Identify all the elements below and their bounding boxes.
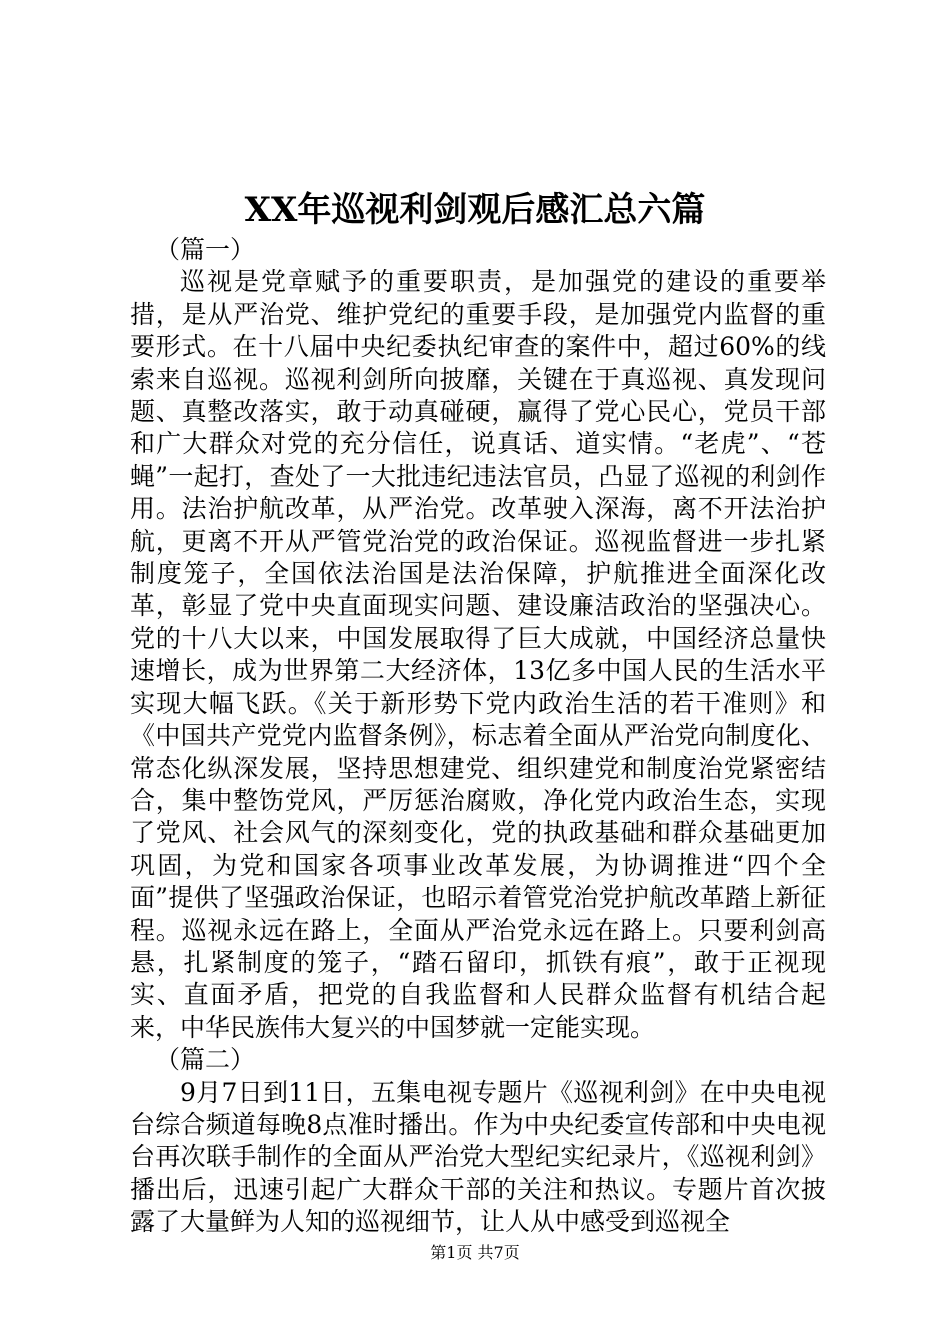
section-label-1: （篇一）: [155, 235, 256, 264]
page-footer: 第1页 共7页: [430, 1243, 520, 1262]
document-title: XX年巡视利剑观后感汇总六篇: [244, 190, 706, 230]
section-paragraph-1: 巡视是党章赋予的重要职责，是加强党的建设的重要举措，是从严治党、维护党纪的重要手段，是加强党内监督的重要形式。在十八届中央纪委执纪审查的案件中，超过60%的线索来自巡视。巡视利剑所向披靡，关键在于真巡视、真发现问题、真整改落实，敢于动真碰硬，赢得了党心民心，党员干部和广大群众对党的充分信任，说真话、道实情。“老虎”、“苍蝇”一起打，查处了一大批违纪违法官员，凸显了巡视的利剑作用。法治护航改革，从严治党。改革驶入深海，离不开法治护航，更离不开从严管党治党的政治保证。巡视监督进一步扎紧制度笼子，全国依法治国是法治保障，护航推进全面深化改革，彰显了党中央直面现实问题、建设廉洁政治的坚强决心。党的十八大以来，中国发展取得了巨大成就，中国经济总量快速增长，成为世界第二大经济体，13亿多中国人民的生活水平实现大幅飞跃。《关于新形势下党内政治生活的若干准则》和《中国共产党党内监督条例》，标志着全面从严治党向制度化、常态化纵深发展，坚持思想建党、组织建党和制度治党紧密结合，集中整饬党风，严厉惩治腐败，净化党内政治生态，实现了党风、社会风气的深刻变化，党的执政基础和群众基础更加巩固，为党和国家各项事业改革发展，为协调推进“四个全面”提供了坚强政治保证，也昭示着管党治党护航改革踏上新征程。巡视永远在路上，全面从严治党永远在路上。只要利剑高悬，扎紧制度的笼子，“踏石留印，抓铁有痕”，敢于正视现实、直面矛盾，把党的自我监督和人民群众监督有机结合起来，中华民族伟大复兴的中国梦就一定能实现。: [130, 267, 826, 1042]
document-body: [130, 234, 826, 1239]
section-paragraph-2: 9月7日到11日，五集电视专题片《巡视利剑》在中央电视台综合频道每晚8点准时播出。作为中央纪委宣传部和中央电视台再次联手制作的全面从严治党大型纪实纪录片，《巡视利剑》播出后，迅速引起广大群众干部的关注和热议。专题片首次披露了大量鲜为人知的巡视细节，让人从中感受到巡视全: [130, 1077, 826, 1237]
section-label-2: （篇二）: [155, 1045, 256, 1075]
